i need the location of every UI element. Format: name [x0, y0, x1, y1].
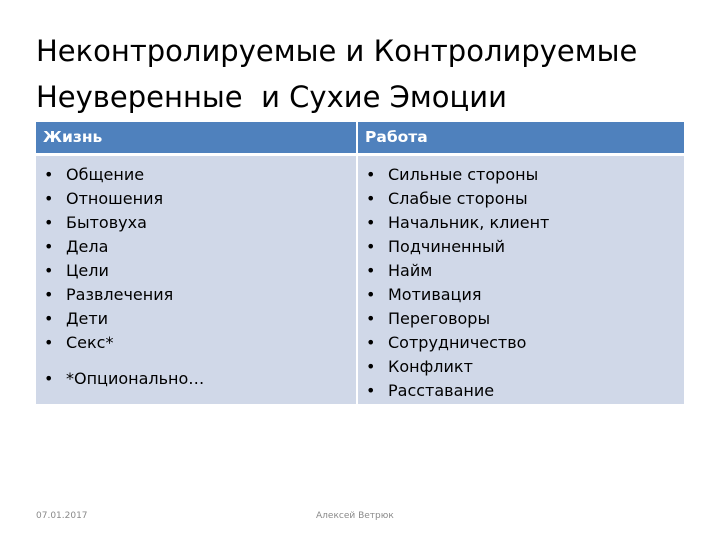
- list-item: [364, 283, 684, 307]
- footer-date: 07.01.2017: [36, 511, 88, 521]
- list-item: [364, 211, 684, 235]
- bullet-icon: •: [44, 261, 54, 280]
- bullet-icon: •: [366, 357, 376, 376]
- list-item-label: Отношения: [66, 189, 164, 208]
- footer-author: Алексей Ветрюк: [316, 511, 394, 521]
- list-item-label: Найм: [388, 261, 433, 280]
- list-item: [42, 187, 356, 211]
- list-item: [42, 307, 356, 331]
- bullet-icon: •: [366, 189, 376, 208]
- slide-title-line-1: Неконтролируемые и Контролируемые: [36, 34, 638, 68]
- list-item-label: Сотрудничество: [388, 333, 527, 352]
- bullet-icon: •: [44, 369, 54, 388]
- list-item: [42, 283, 356, 307]
- list-item-label: Расставание: [388, 381, 495, 400]
- list-item-label: Дела: [66, 237, 109, 256]
- list-item-label: Цели: [66, 261, 109, 280]
- bullet-icon: •: [366, 237, 376, 256]
- bullet-icon: •: [44, 189, 54, 208]
- bullet-icon: •: [44, 237, 54, 256]
- list-item: [42, 235, 356, 259]
- list-item: [42, 331, 356, 355]
- list-item: [364, 307, 684, 331]
- list-item-note: [42, 367, 356, 391]
- header-life: Жизнь: [36, 122, 358, 153]
- bullet-icon: •: [44, 165, 54, 184]
- slide-title-line-2: Неуверенные и Сухие Эмоции: [36, 80, 507, 114]
- table-body-row: [36, 153, 684, 404]
- bullet-icon: •: [366, 333, 376, 352]
- list-item: [364, 379, 684, 403]
- list-item-label: Дети: [66, 309, 109, 328]
- list-item: [364, 331, 684, 355]
- topics-table: [36, 122, 684, 404]
- bullet-icon: •: [44, 309, 54, 328]
- bullet-icon: •: [366, 285, 376, 304]
- list-item-label: Подчиненный: [388, 237, 505, 256]
- list-item: [364, 235, 684, 259]
- list-item-label: Конфликт: [388, 357, 473, 376]
- list-item: [42, 211, 356, 235]
- list-item: [364, 187, 684, 211]
- list-item: [364, 355, 684, 379]
- list-item: [364, 163, 684, 187]
- work-list: [364, 163, 684, 403]
- list-item: [42, 163, 356, 187]
- work-cell: [358, 156, 684, 404]
- slide-title: [36, 28, 696, 120]
- bullet-icon: •: [366, 381, 376, 400]
- bullet-icon: •: [44, 285, 54, 304]
- list-item-label: Бытовуха: [66, 213, 147, 232]
- list-item-label: *Опционально…: [66, 369, 205, 388]
- bullet-icon: •: [366, 165, 376, 184]
- list-item-label: Общение: [66, 165, 145, 184]
- life-list: [42, 163, 356, 391]
- bullet-icon: •: [366, 213, 376, 232]
- bullet-icon: •: [366, 309, 376, 328]
- list-item-label: Мотивация: [388, 285, 482, 304]
- list-item-label: Начальник, клиент: [388, 213, 550, 232]
- list-item: [42, 259, 356, 283]
- bullet-icon: •: [44, 213, 54, 232]
- list-item-label: Секс*: [66, 333, 114, 352]
- header-work: Работа: [365, 128, 428, 146]
- bullet-icon: •: [44, 333, 54, 352]
- list-item-label: Слабые стороны: [388, 189, 528, 208]
- list-item-label: Переговоры: [388, 309, 491, 328]
- list-item-label: Развлечения: [66, 285, 174, 304]
- life-cell: [36, 156, 358, 404]
- bullet-icon: •: [366, 261, 376, 280]
- list-item: [364, 259, 684, 283]
- list-item-label: Сильные стороны: [388, 165, 539, 184]
- table-header-row: [36, 122, 684, 153]
